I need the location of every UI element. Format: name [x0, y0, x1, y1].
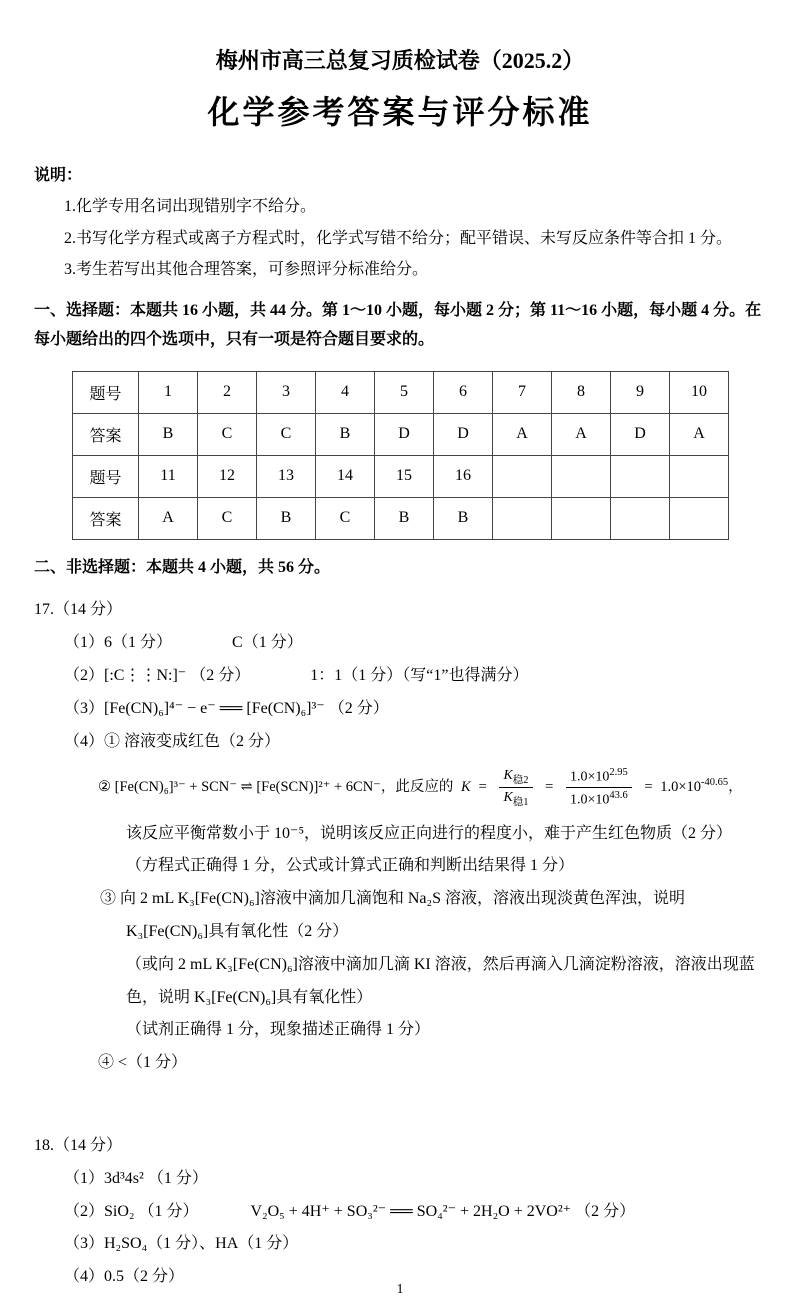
- question-17: [34, 594, 766, 1080]
- question-number-cell: 12: [198, 455, 257, 497]
- empty-cell: [670, 497, 729, 539]
- row-label-cell: 答案: [73, 413, 139, 455]
- q17-item4-2-explanation: 该反应平衡常数小于 10⁻⁵，说明该反应正向进行的程度小，难于产生红色物质（2 分）: [126, 824, 733, 842]
- result-exponent: -40.65: [701, 777, 729, 789]
- question-number-cell: 9: [611, 371, 670, 413]
- empty-cell: [493, 497, 552, 539]
- result-base: 1.0×10: [660, 779, 701, 796]
- question-number-cell: 16: [434, 455, 493, 497]
- value-fraction: [566, 766, 632, 809]
- k-result: [660, 779, 742, 795]
- q18-item4: （4）0.5（2 分）: [64, 1268, 185, 1286]
- value-exponent: 2.95: [609, 767, 628, 779]
- q17-number: 17.（14 分）: [34, 601, 123, 619]
- document-title: 梅州市高三总复习质检试卷（2025.2）: [215, 48, 585, 73]
- section-choice-heading: 一、选择题：本题共 16 小题，共 44 分。第 1～10 小题，每小题 2 分；第 11～16 小题，每小题 4 分。在每小题给出的四个选项中，只有一项是符合题目要求的。: [34, 301, 762, 348]
- k-stability-subscript: 稳1: [512, 797, 529, 809]
- question-number-cell: 7: [493, 371, 552, 413]
- answer-cell: C: [198, 497, 257, 539]
- answer-cell: C: [316, 497, 375, 539]
- q18-item3: （3）H₂SO₄（1 分）、HA（1 分）: [64, 1235, 299, 1253]
- q17-item4-2-score-note: （方程式正确得 1 分，公式或计算式正确和判断出结果得 1 分）: [126, 857, 575, 875]
- fraction-denominator: [566, 788, 632, 809]
- answer-cell: D: [375, 413, 434, 455]
- k-stability-subscript: 稳2: [512, 774, 529, 786]
- question-number-cell: 2: [198, 371, 257, 413]
- section-free-heading: 二、非选择题：本题共 4 小题，共 56 分。: [34, 558, 331, 576]
- value-exponent: 43.6: [609, 790, 628, 802]
- document-subtitle: 化学参考答案与评分标准: [207, 94, 593, 130]
- question-number-cell: 1: [139, 371, 198, 413]
- q17-item4-4: ④ <（1 分）: [98, 1054, 188, 1072]
- q17-item2-answer-b: 1：1（1 分）（写“1”也得满分）: [310, 666, 529, 684]
- table-row: [73, 455, 729, 497]
- notes-section: [34, 161, 766, 285]
- answer-cell: B: [434, 497, 493, 539]
- answer-cell: C: [198, 413, 257, 455]
- note-item: 3.考生若写出其他合理答案，可参照评分标准给分。: [64, 260, 429, 278]
- answer-cell: A: [552, 413, 611, 455]
- note-item: 2.书写化学方程式或离子方程式时，化学式写错不给分；配平错误、未写反应条件等合扣 1 分。: [64, 229, 733, 247]
- q17-item4-3-alternative: （或向 2 mL K₃[Fe(CN)₆]溶液中滴加几滴 KI 溶液，然后再滴入几滴淀粉溶液，溶液出现蓝色，说明 K₃[Fe(CN)₆]具有氧化性）: [126, 955, 755, 1006]
- q17-item1: [64, 627, 766, 660]
- k-symbol: K: [460, 779, 471, 796]
- answer-cell: B: [139, 413, 198, 455]
- q18-item1: （1）3d³4s² （1 分）: [64, 1169, 208, 1187]
- answer-cell: B: [316, 413, 375, 455]
- equals-sign: =: [545, 779, 554, 796]
- question-number-cell: 5: [375, 371, 434, 413]
- fraction-numerator: [566, 766, 632, 788]
- table-row: [73, 371, 729, 413]
- q17-item1-answer-a: （1）6（1 分）: [64, 634, 173, 652]
- equals-sign: =: [478, 779, 487, 796]
- question-number-cell: 11: [139, 455, 198, 497]
- k-stability-symbol: K: [503, 767, 513, 783]
- empty-cell: [552, 497, 611, 539]
- note-item: 1.化学专用名词出现错别字不给分。: [64, 198, 317, 216]
- question-number-cell: 3: [257, 371, 316, 413]
- table-row: [73, 497, 729, 539]
- question-number-cell: 10: [670, 371, 729, 413]
- table-row: [73, 413, 729, 455]
- answer-cell: A: [493, 413, 552, 455]
- result-tail: ，: [728, 779, 743, 796]
- empty-cell: [493, 455, 552, 497]
- question-18: [34, 1130, 766, 1294]
- row-label-cell: 题号: [73, 455, 139, 497]
- k-ratio-fraction: [499, 767, 532, 810]
- answer-cell: A: [139, 497, 198, 539]
- q18-item2-answer-a: （2）SiO₂ （1 分）: [64, 1202, 199, 1220]
- q17-item3: （3）[Fe(CN)₆]⁴⁻ − e⁻ ══ [Fe(CN)₆]³⁻ （2 分）: [64, 699, 389, 717]
- q18-item2-equation: V₂O₅ + 4H⁺ + SO₃²⁻ ══ SO₄²⁻ + 2H₂O + 2VO²⁺ （2 分）: [250, 1202, 636, 1220]
- q17-item4-1: （4）① 溶液变成红色（2 分）: [64, 732, 281, 750]
- value-base: 1.0×10: [569, 769, 610, 785]
- value-base: 1.0×10: [569, 793, 610, 809]
- q17-item2: [64, 660, 766, 693]
- k-stability-symbol: K: [503, 790, 513, 806]
- q18-number: 18.（14 分）: [34, 1137, 123, 1155]
- empty-cell: [552, 455, 611, 497]
- question-number-cell: 6: [434, 371, 493, 413]
- answer-cell: C: [257, 413, 316, 455]
- row-label-cell: 答案: [73, 497, 139, 539]
- row-label-cell: 题号: [73, 371, 139, 413]
- question-number-cell: 13: [257, 455, 316, 497]
- q17-item4-3-main: ③ 向 2 mL K₃[Fe(CN)₆]溶液中滴加几滴饱和 Na₂S 溶液，溶液出现淡黄色浑浊，说明 K₃[Fe(CN)₆]具有氧化性（2 分）: [100, 890, 686, 941]
- empty-cell: [670, 455, 729, 497]
- answer-cell: B: [375, 497, 434, 539]
- answer-cell: D: [611, 413, 670, 455]
- fraction-numerator: [499, 767, 532, 789]
- q17-item2-answer-a: （2）[:C⋮⋮N:]⁻ （2 分）: [64, 666, 251, 684]
- empty-cell: [611, 497, 670, 539]
- answer-cell: A: [670, 413, 729, 455]
- empty-cell: [611, 455, 670, 497]
- answer-cell: B: [257, 497, 316, 539]
- equals-sign: =: [644, 779, 653, 796]
- answer-cell: D: [434, 413, 493, 455]
- q17-item4-2-equation: [98, 758, 766, 817]
- q17-item4-3-score-note: （试剂正确得 1 分，现象描述正确得 1 分）: [126, 1021, 431, 1039]
- page-number: 1: [396, 1282, 404, 1297]
- fraction-denominator: [499, 788, 532, 809]
- question-number-cell: 15: [375, 455, 434, 497]
- question-number-cell: 8: [552, 371, 611, 413]
- q17-item1-answer-b: C（1 分）: [232, 634, 303, 652]
- answer-table: [72, 371, 729, 540]
- question-number-cell: 4: [316, 371, 375, 413]
- q18-item2: [64, 1196, 766, 1229]
- reaction-text: ② [Fe(CN)₆]³⁻ + SCN⁻ ⇌ [Fe(SCN)]²⁺ + 6CN⁻，此反应的: [98, 779, 454, 796]
- question-number-cell: 14: [316, 455, 375, 497]
- notes-heading: 说明：: [34, 167, 83, 184]
